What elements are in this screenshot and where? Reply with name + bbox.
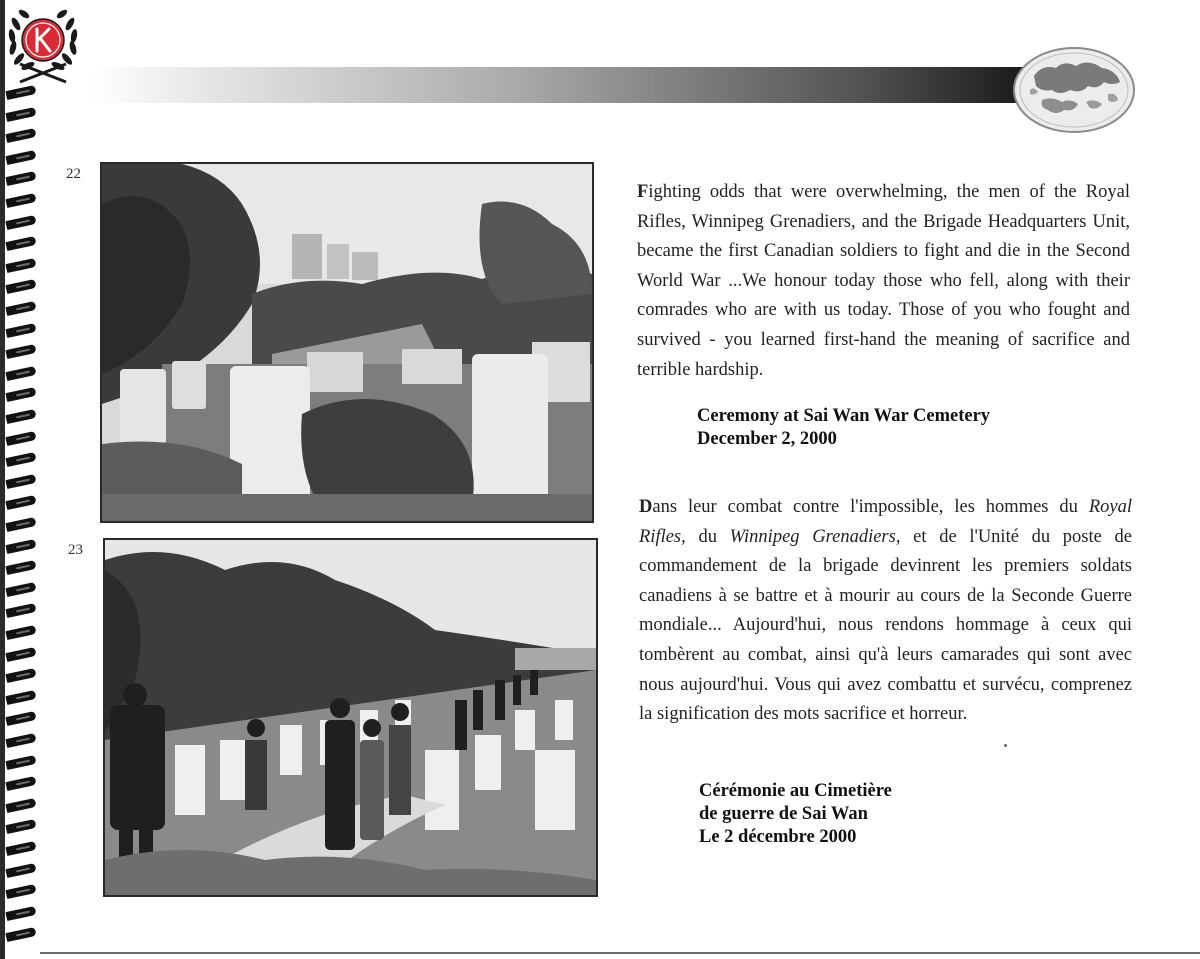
binding-ring (4, 671, 38, 681)
binding-ring (4, 304, 38, 314)
french-caption (699, 780, 892, 849)
scan-speck (1004, 744, 1007, 747)
binding-ring (4, 866, 38, 876)
binding-ring (4, 563, 38, 573)
binding-ring (4, 239, 38, 249)
binding-ring (4, 714, 38, 724)
binding-ring (4, 650, 38, 660)
english-paragraph (637, 178, 1130, 385)
binding-ring (4, 282, 38, 292)
binding-ring (4, 909, 38, 919)
header-gradient-bar (92, 67, 1042, 103)
binding-ring (4, 196, 38, 206)
french-caption-line2: de guerre de Sai Wan (699, 804, 868, 824)
french-drop-initial: D (639, 497, 653, 517)
french-text-part3: , et de l'Unité du poste de commandement de la brigade devinrent les premiers soldats canadiens à se battre et à mourir au cours de la Seconde Guerre mondiale... Aujourd'hui, nous rendons hommage à ceux qui tombèrent au combat, ainsi qu'à leurs camarades qui sont avec nous aujourd'hui. Vous qui avez combattu et survécu, comprenez la signification des mots sacrifice et horreur. (639, 526, 1133, 725)
french-caption-date: Le 2 décembre 2000 (699, 827, 857, 847)
binding-ring (4, 736, 38, 746)
binding-ring (4, 153, 38, 163)
cemetery-headstones-photo (100, 162, 594, 523)
binding-ring (4, 628, 38, 638)
hong-kong-globe-icon (1012, 46, 1136, 134)
english-caption-date: December 2, 2000 (697, 429, 837, 449)
ceremony-visitors-photo (103, 538, 598, 897)
binding-ring (4, 477, 38, 487)
binding-ring (4, 131, 38, 141)
binding-ring (4, 779, 38, 789)
binding-ring (4, 542, 38, 552)
english-caption-title: Ceremony at Sai Wan War Cemetery (697, 406, 991, 426)
french-text-part1: ans leur combat contre l'impossible, les hommes du (652, 497, 1089, 517)
french-paragraph (639, 493, 1132, 730)
binding-ring (4, 585, 38, 595)
spiral-binding (4, 88, 44, 948)
binding-ring (4, 261, 38, 271)
binding-ring (4, 390, 38, 400)
binding-ring (4, 520, 38, 530)
binding-ring (4, 844, 38, 854)
binding-ring (4, 434, 38, 444)
binding-ring (4, 369, 38, 379)
binding-ring (4, 412, 38, 422)
binding-ring (4, 930, 38, 940)
figure-number-23: 23 (68, 542, 83, 558)
french-caption-line1: Cérémonie au Cimetière (699, 781, 892, 801)
binding-ring (4, 606, 38, 616)
french-text-part2: , du (681, 526, 730, 547)
binding-ring (4, 498, 38, 508)
binding-ring (4, 887, 38, 897)
binding-ring (4, 218, 38, 228)
binding-ring (4, 758, 38, 768)
binding-ring (4, 347, 38, 357)
french-italic-winnipeg-grenadiers: Winnipeg Grenadiers (729, 526, 896, 547)
binding-ring (4, 110, 38, 120)
binding-ring (4, 326, 38, 336)
binding-ring (4, 822, 38, 832)
wreath-logo-icon (6, 2, 80, 86)
french-italic-royal-rifles: Royal Rifles (639, 497, 1132, 547)
page-bottom-edge (40, 952, 1200, 954)
binding-ring (4, 88, 38, 98)
binding-ring (4, 801, 38, 811)
binding-ring (4, 693, 38, 703)
english-caption (697, 405, 990, 451)
binding-ring (4, 174, 38, 184)
binding-ring (4, 455, 38, 465)
figure-number-22: 22 (66, 166, 81, 182)
english-paragraph-text: ighting odds that were overwhelming, the men of the Royal Rifles, Winnipeg Grenadiers, and the Brigade Headquarters Unit, became the first Canadian soldiers to fight and die in the Second World War ...We honour today those who fell, along with their comrades who are with us today. Those of you who fought and survived - you learned first-hand the meaning of sacrifice and terrible hardship. (637, 182, 1130, 380)
english-drop-initial: F (637, 182, 649, 202)
